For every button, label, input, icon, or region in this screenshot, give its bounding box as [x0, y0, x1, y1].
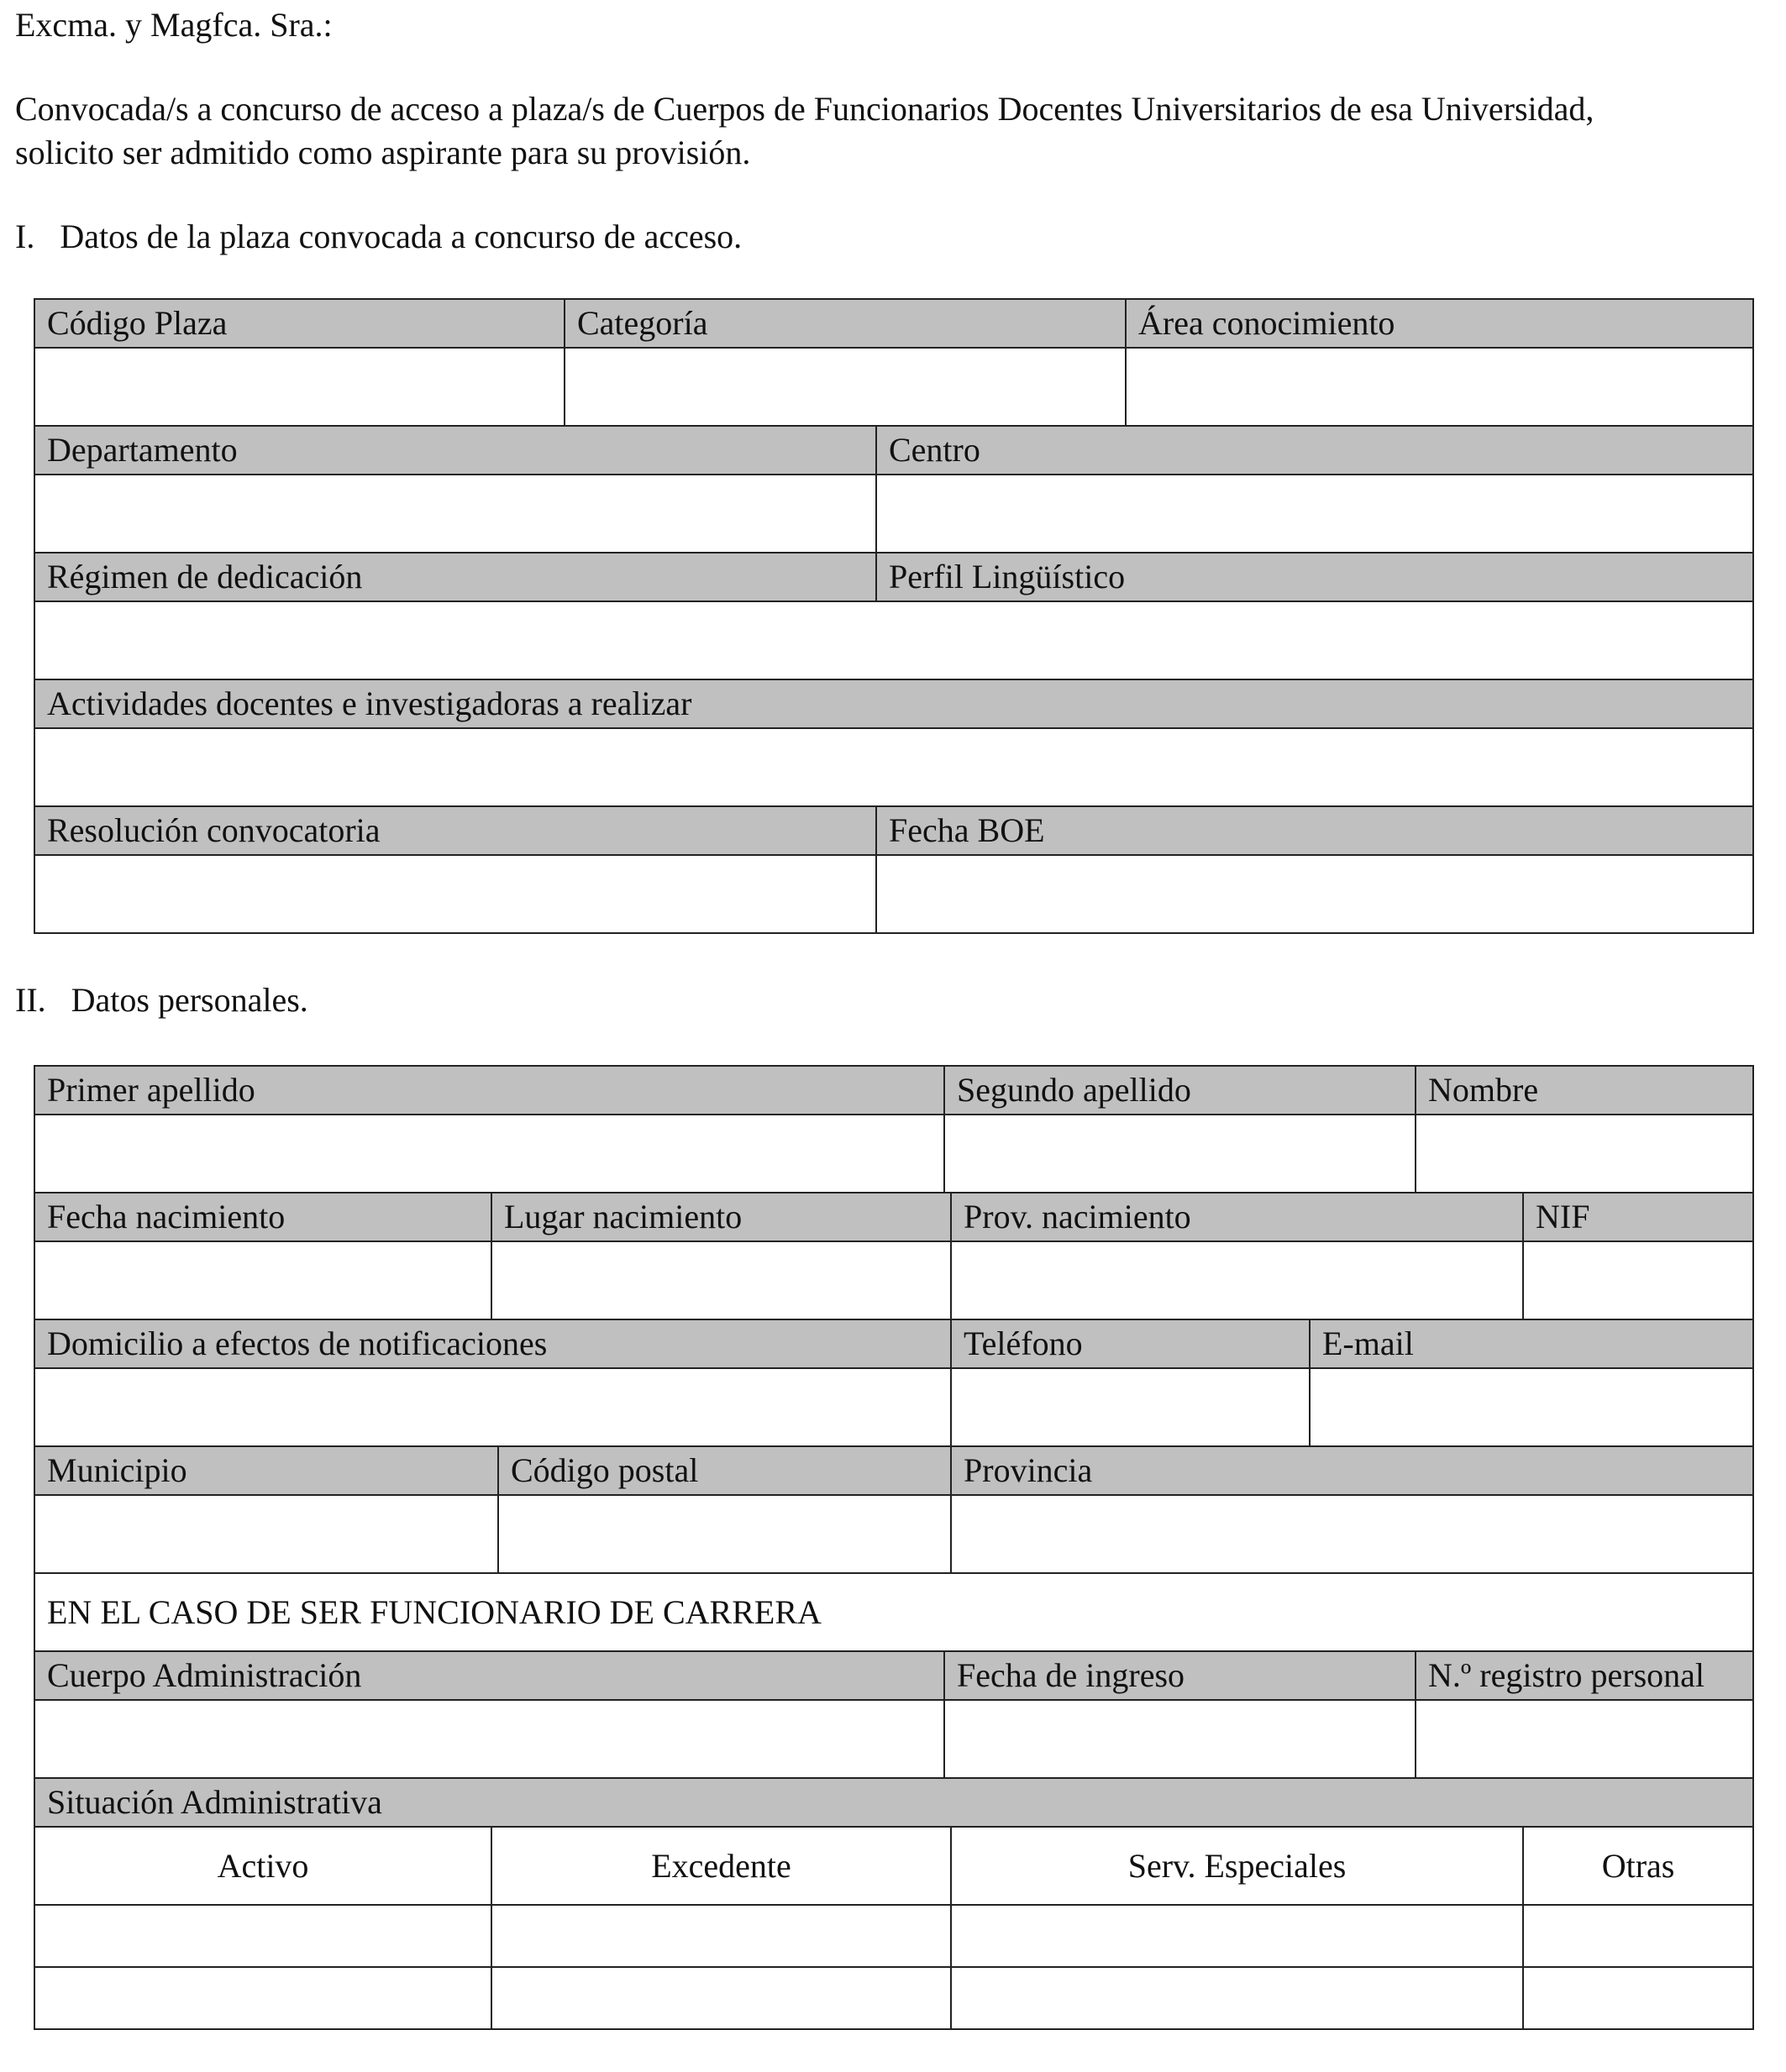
- label-departamento: Departamento: [34, 426, 876, 475]
- categoria-field[interactable]: [565, 348, 1126, 426]
- label-perfil-linguistico: Perfil Lingüístico: [876, 553, 1753, 601]
- label-prov-nacimiento: Prov. nacimiento: [951, 1193, 1523, 1241]
- label-area-conocimiento: Área conocimiento: [1126, 299, 1753, 348]
- label-telefono: Teléfono: [951, 1319, 1310, 1368]
- label-lugar-nacimiento: Lugar nacimiento: [491, 1193, 951, 1241]
- label-domicilio: Domicilio a efectos de notificaciones: [34, 1319, 951, 1368]
- label-serv-especiales: Serv. Especiales: [951, 1827, 1523, 1905]
- label-primer-apellido: Primer apellido: [34, 1066, 944, 1115]
- label-nif: NIF: [1523, 1193, 1753, 1241]
- lugar-nacimiento-field[interactable]: [491, 1241, 951, 1319]
- label-codigo-postal: Código postal: [498, 1446, 951, 1495]
- label-centro: Centro: [876, 426, 1753, 475]
- label-nombre: Nombre: [1416, 1066, 1753, 1115]
- label-municipio: Municipio: [34, 1446, 498, 1495]
- intro-line-1: Convocada/s a concurso de acceso a plaza/s de Cuerpos de Funcionarios Docentes Universitarios de esa Universidad,: [15, 90, 1594, 128]
- label-otras: Otras: [1523, 1827, 1753, 1905]
- departamento-field[interactable]: [34, 475, 876, 553]
- nombre-field[interactable]: [1416, 1115, 1753, 1193]
- nif-field[interactable]: [1523, 1241, 1753, 1319]
- excedente-field[interactable]: [491, 1905, 951, 1967]
- label-provincia: Provincia: [951, 1446, 1753, 1495]
- label-fecha-boe: Fecha BOE: [876, 806, 1753, 855]
- telefono-field[interactable]: [951, 1368, 1310, 1446]
- intro-line-2: solicito ser admitido como aspirante para su provisión.: [15, 134, 751, 171]
- fecha-ingreso-field[interactable]: [944, 1700, 1416, 1778]
- regimen-perfil-field[interactable]: [34, 601, 1753, 679]
- activo-field[interactable]: [34, 1905, 491, 1967]
- otras-field[interactable]: [1523, 1905, 1753, 1967]
- personal-data-table: [34, 1065, 1754, 2030]
- label-actividades: Actividades docentes e investigadoras a realizar: [34, 679, 1753, 728]
- section-1-number: I.: [15, 218, 35, 255]
- salutation: Excma. y Magfca. Sra.:: [15, 6, 333, 44]
- label-email: E-mail: [1310, 1319, 1753, 1368]
- label-excedente: Excedente: [491, 1827, 951, 1905]
- serv-especiales-field[interactable]: [951, 1905, 1523, 1967]
- label-fecha-ingreso: Fecha de ingreso: [944, 1651, 1416, 1700]
- actividades-field[interactable]: [34, 728, 1753, 806]
- section-1-heading: [15, 215, 742, 259]
- label-categoria: Categoría: [565, 299, 1126, 348]
- label-fecha-nacimiento: Fecha nacimiento: [34, 1193, 491, 1241]
- email-field[interactable]: [1310, 1368, 1753, 1446]
- funcionario-carrera-heading: EN EL CASO DE SER FUNCIONARIO DE CARRERA: [34, 1573, 1753, 1651]
- prov-nacimiento-field[interactable]: [951, 1241, 1523, 1319]
- primer-apellido-field[interactable]: [34, 1115, 944, 1193]
- area-conocimiento-field[interactable]: [1126, 348, 1753, 426]
- activo-field-2[interactable]: [34, 1967, 491, 2029]
- codigo-postal-field[interactable]: [498, 1495, 951, 1573]
- label-activo: Activo: [34, 1827, 491, 1905]
- section-1-title: Datos de la plaza convocada a concurso de acceso.: [60, 218, 743, 255]
- municipio-field[interactable]: [34, 1495, 498, 1573]
- provincia-field[interactable]: [951, 1495, 1753, 1573]
- resolucion-convocatoria-field[interactable]: [34, 855, 876, 933]
- domicilio-field[interactable]: [34, 1368, 951, 1446]
- label-codigo-plaza: Código Plaza: [34, 299, 565, 348]
- label-registro-personal: N.º registro personal: [1416, 1651, 1753, 1700]
- section-2-title: Datos personales.: [71, 981, 308, 1019]
- section-2-number: II.: [15, 981, 46, 1019]
- otras-field-2[interactable]: [1523, 1967, 1753, 2029]
- centro-field[interactable]: [876, 475, 1753, 553]
- fecha-nacimiento-field[interactable]: [34, 1241, 491, 1319]
- section-2-heading: [15, 978, 308, 1022]
- codigo-plaza-field[interactable]: [34, 348, 565, 426]
- excedente-field-2[interactable]: [491, 1967, 951, 2029]
- label-resolucion-convocatoria: Resolución convocatoria: [34, 806, 876, 855]
- fecha-boe-field[interactable]: [876, 855, 1753, 933]
- label-segundo-apellido: Segundo apellido: [944, 1066, 1416, 1115]
- label-situacion-administrativa: Situación Administrativa: [34, 1778, 1753, 1827]
- cuerpo-administracion-field[interactable]: [34, 1700, 944, 1778]
- serv-especiales-field-2[interactable]: [951, 1967, 1523, 2029]
- segundo-apellido-field[interactable]: [944, 1115, 1416, 1193]
- label-cuerpo-administracion: Cuerpo Administración: [34, 1651, 944, 1700]
- label-regimen-dedicacion: Régimen de dedicación: [34, 553, 876, 601]
- registro-personal-field[interactable]: [1416, 1700, 1753, 1778]
- plaza-data-table: [34, 298, 1754, 934]
